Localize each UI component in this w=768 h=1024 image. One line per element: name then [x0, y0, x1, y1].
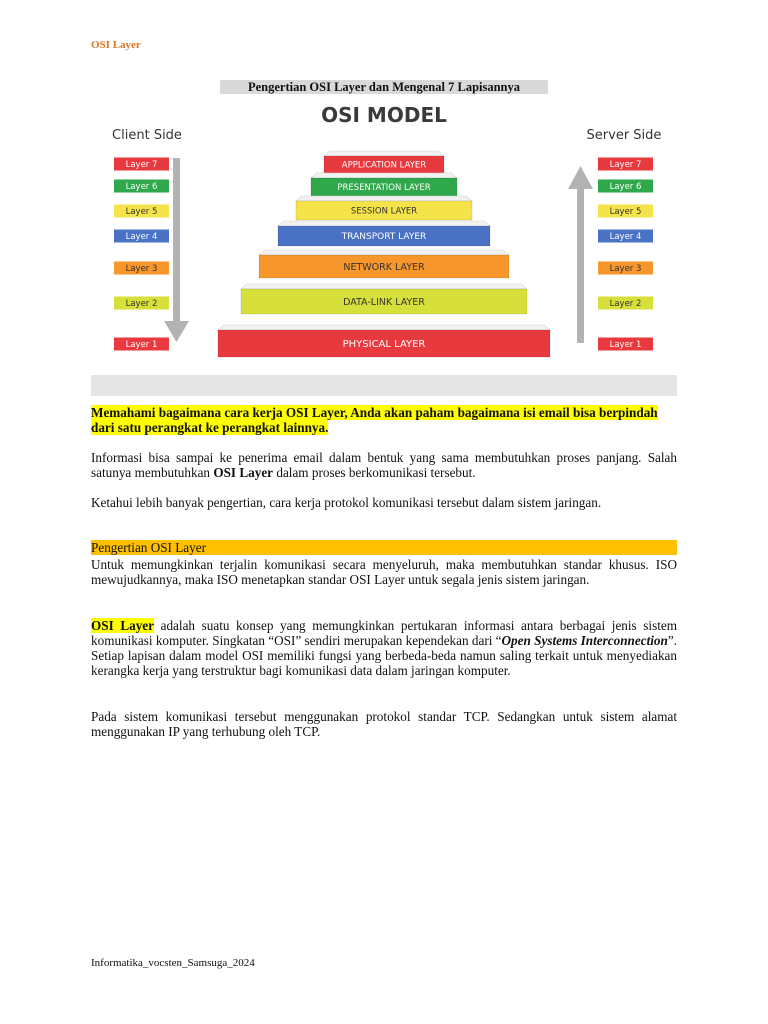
intro-highlight: [91, 405, 677, 435]
document-title: Pengertian OSI Layer dan Mengenal 7 Lapisannya: [220, 80, 548, 94]
step-bevel-application-layer: [324, 151, 444, 156]
right-tag-label-layer-1: Layer 1: [609, 340, 642, 350]
step-bevel-data-link-layer: [241, 284, 527, 289]
paragraph-3-text-a: adalah suatu konsep yang memungkinkan pertukaran informasi antara berbagai jenis sistem komunikasi komputer. Singkatan “OSI” sendiri merupakan kependekan dari “: [91, 618, 677, 648]
paragraph-3-term: OSI Layer: [91, 618, 155, 633]
step-label-network-layer: NETWORK LAYER: [343, 261, 425, 273]
section-body: Untuk memungkinkan terjalin komunikasi secara menyeluruh, maka membutuhkan standar khusus. ISO mewujudkannya, maka ISO menetapkan standar OSI Layer untuk segala jenis sistem jaringan.: [91, 557, 677, 587]
osi-model-title: OSI MODEL: [321, 103, 447, 127]
paragraph-3: [91, 618, 677, 678]
right-tag-label-layer-4: Layer 4: [609, 232, 642, 242]
left-tag-label-layer-5: Layer 5: [125, 207, 158, 217]
left-tag-label-layer-3: Layer 3: [125, 264, 158, 274]
step-bevel-physical-layer: [218, 325, 550, 330]
section-heading: Pengertian OSI Layer: [91, 540, 677, 555]
paragraph-2: Ketahui lebih banyak pengertian, cara kerja protokol komunikasi tersebut dalam sistem jaringan.: [91, 495, 602, 510]
osi-model-figure: [91, 98, 677, 366]
gray-band: [91, 375, 677, 396]
step-label-data-link-layer: DATA-LINK LAYER: [343, 296, 425, 308]
right-tag-label-layer-7: Layer 7: [609, 160, 642, 170]
step-bevel-transport-layer: [278, 221, 490, 226]
paragraph-1: [91, 450, 677, 480]
paragraph-1-bold: OSI Layer: [213, 465, 274, 480]
footer-text: Informatika_vocsten_Samsuga_2024: [91, 957, 255, 969]
step-label-transport-layer: TRANSPORT LAYER: [341, 232, 427, 243]
right-tag-label-layer-2: Layer 2: [609, 299, 642, 309]
step-bevel-presentation-layer: [311, 173, 457, 178]
step-bevel-session-layer: [296, 196, 472, 201]
paragraph-1-text-a: Informasi bisa sampai ke penerima email dalam bentuk yang sama membutuhkan proses panjang. Salah satunya membutuhkan: [91, 450, 677, 480]
paragraph-3-italic: Open Systems Interconnection: [501, 633, 668, 648]
osi-diagram: [91, 98, 677, 366]
left-tag-label-layer-1: Layer 1: [125, 340, 158, 350]
left-tag-label-layer-6: Layer 6: [125, 182, 158, 192]
paragraph-3-text-b: ”. Setiap lapisan dalam model OSI memiliki fungsi yang berbeda-beda namun saling terkait untuk menyediakan kerangka kerja yang terstruktur bagi komunikasi data dalam jaringan komputer.: [91, 633, 678, 678]
step-bevel-network-layer: [259, 250, 509, 255]
step-label-presentation-layer: PRESENTATION LAYER: [337, 183, 431, 194]
right-tag-label-layer-6: Layer 6: [609, 182, 642, 192]
header-label: OSI Layer: [91, 39, 141, 51]
step-label-application-layer: APPLICATION LAYER: [341, 160, 427, 171]
server-side-label: Server Side: [586, 128, 662, 143]
left-tag-label-layer-7: Layer 7: [125, 160, 158, 170]
left-tag-label-layer-2: Layer 2: [125, 299, 158, 309]
up-arrow-icon: [568, 166, 593, 343]
right-tag-label-layer-5: Layer 5: [609, 207, 642, 217]
intro-highlight-text: Memahami bagaimana cara kerja OSI Layer, Anda akan paham bagaimana isi email bisa berpindah dari satu perangkat ke perangkat lainnya.: [91, 405, 658, 435]
right-tag-label-layer-3: Layer 3: [609, 264, 642, 274]
left-tag-label-layer-4: Layer 4: [125, 232, 158, 242]
paragraph-4: Pada sistem komunikasi tersebut menggunakan protokol standar TCP. Sedangkan untuk sistem alamat menggunakan IP yang terhubung oleh TCP.: [91, 709, 677, 739]
step-label-session-layer: SESSION LAYER: [350, 206, 418, 217]
step-label-physical-layer: PHYSICAL LAYER: [342, 339, 426, 351]
paragraph-1-text-b: dalam proses berkomunikasi tersebut.: [273, 465, 476, 480]
client-side-label: Client Side: [112, 128, 182, 143]
